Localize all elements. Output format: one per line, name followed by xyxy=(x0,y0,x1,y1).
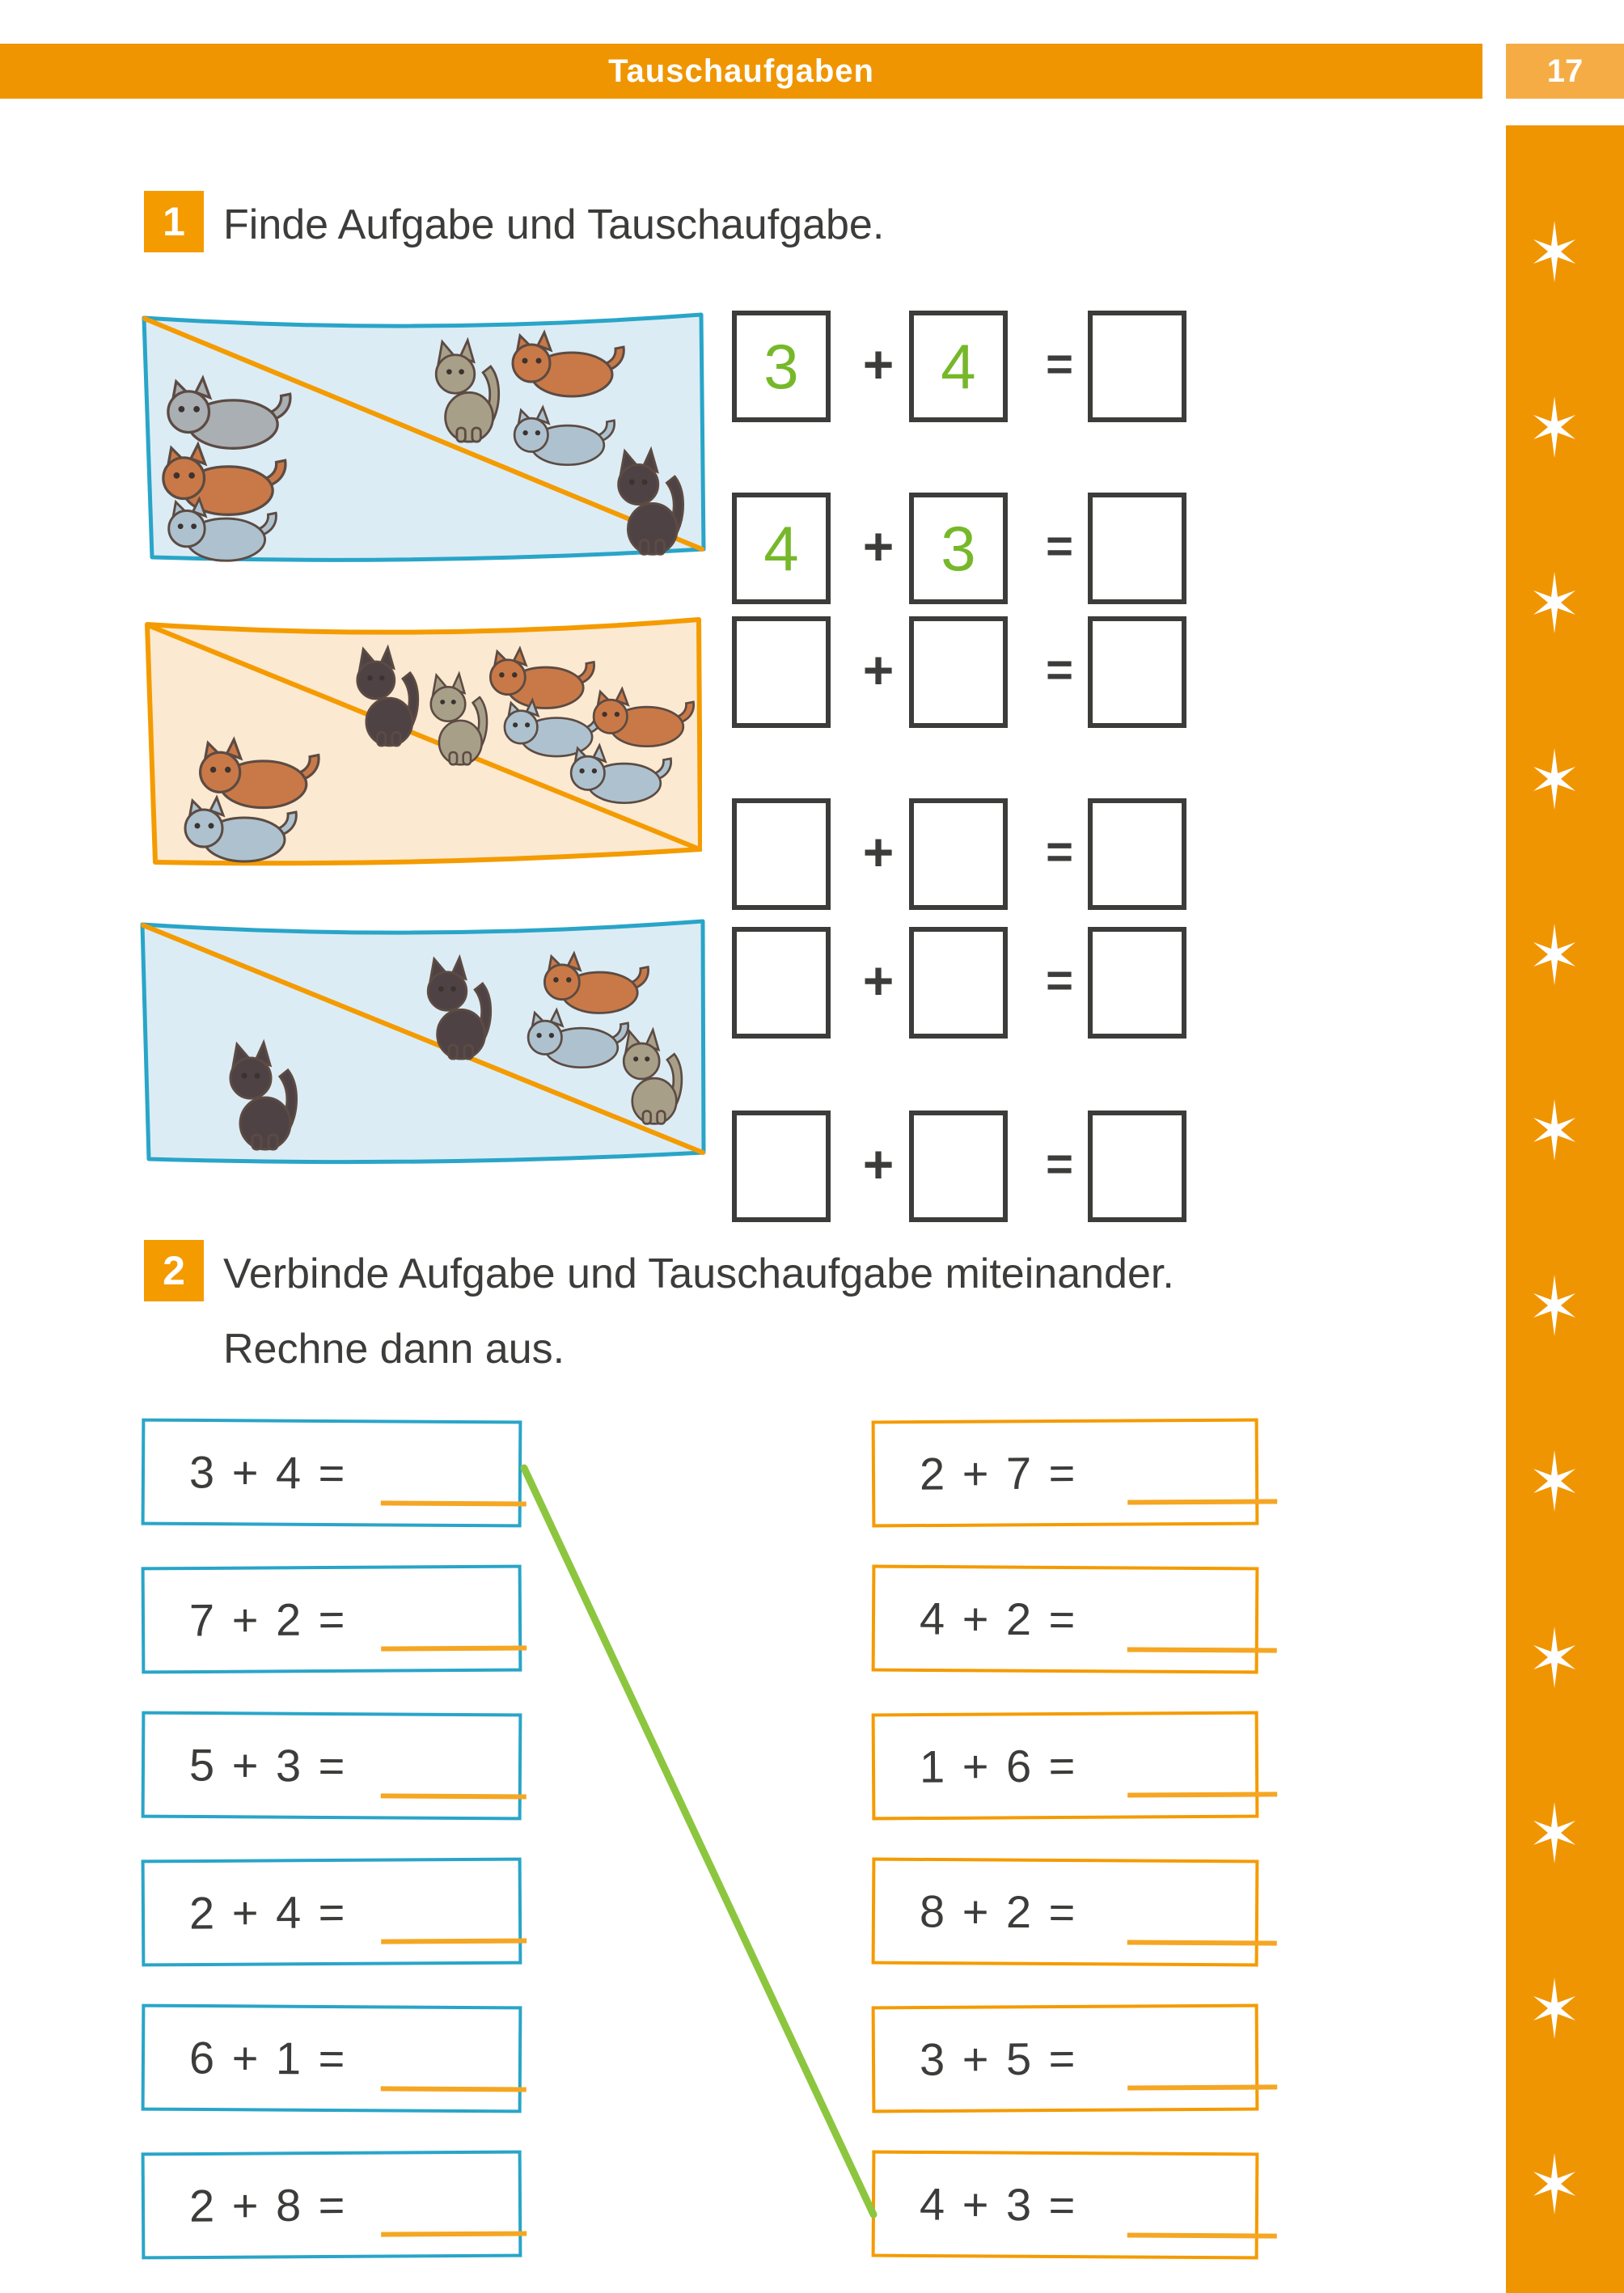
answer-blank[interactable] xyxy=(381,2232,527,2237)
card-expression: 2 + 4 = xyxy=(188,1886,348,1939)
equals-sign: = xyxy=(1046,825,1073,878)
page-title: Tauschaufgaben xyxy=(608,53,874,89)
addend-box-2[interactable] xyxy=(909,1111,1008,1222)
page-number: 17 xyxy=(1546,53,1584,89)
cat-picture-1 xyxy=(137,311,708,569)
equals-sign: = xyxy=(1046,643,1073,696)
exercise-2-number-badge xyxy=(144,1240,204,1301)
equation-card-left-6[interactable] xyxy=(142,2151,522,2260)
card-expression: 2 + 7 = xyxy=(919,1447,1078,1500)
plus-sign: + xyxy=(862,516,894,576)
cat-picture-2 xyxy=(144,615,702,872)
addend-2: 4 xyxy=(941,330,976,402)
card-expression: 1 + 6 = xyxy=(919,1740,1078,1792)
star-icon xyxy=(1532,221,1577,282)
answer-blank[interactable] xyxy=(1127,1647,1277,1652)
addend-box-2[interactable] xyxy=(909,493,1008,604)
equation-card-right-5[interactable] xyxy=(872,2004,1259,2113)
star-icon xyxy=(1532,1978,1577,2039)
addend-box-2[interactable] xyxy=(909,798,1008,910)
header-bar xyxy=(0,44,1482,99)
card-expression: 5 + 3 = xyxy=(188,1739,348,1792)
addend-box-1[interactable] xyxy=(732,311,831,422)
equals-sign: = xyxy=(1046,337,1073,391)
star-icon xyxy=(1532,2153,1577,2215)
addend-box-1[interactable] xyxy=(732,798,831,910)
exercise-1-instruction: Finde Aufgabe und Tauschaufgabe. xyxy=(223,201,885,248)
result-box[interactable] xyxy=(1088,927,1186,1039)
card-expression: 3 + 4 = xyxy=(188,1446,348,1499)
addend-1: 3 xyxy=(763,330,799,402)
answer-blank[interactable] xyxy=(1127,2084,1277,2090)
result-box[interactable] xyxy=(1088,616,1186,728)
equation-card-left-5[interactable] xyxy=(142,2004,522,2113)
card-expression: 4 + 3 = xyxy=(919,2178,1078,2231)
equation-card-right-3[interactable] xyxy=(872,1711,1259,1821)
equals-sign: = xyxy=(1046,954,1073,1007)
equation-row-3 xyxy=(732,616,1209,730)
exercise-1-number-badge xyxy=(144,191,204,252)
equation-card-right-6[interactable] xyxy=(872,2151,1259,2260)
plus-sign: + xyxy=(862,822,894,882)
star-icon xyxy=(1532,396,1577,458)
exercise-2-instruction-line-2: Rechne dann aus. xyxy=(223,1326,565,1373)
addend-box-1[interactable] xyxy=(732,1111,831,1222)
star-icon xyxy=(1532,1099,1577,1161)
exercise-number: 1 xyxy=(163,199,185,244)
equation-card-left-2[interactable] xyxy=(142,1565,522,1674)
star-icon xyxy=(1532,572,1577,633)
card-expression: 7 + 2 = xyxy=(188,1593,348,1646)
result-box[interactable] xyxy=(1088,1111,1186,1222)
result-box[interactable] xyxy=(1088,493,1186,604)
equation-row-2 xyxy=(732,493,1209,606)
equation-card-right-4[interactable] xyxy=(872,1858,1259,1967)
equation-row-1 xyxy=(732,311,1209,424)
star-icon xyxy=(1532,1275,1577,1336)
cat-picture-3 xyxy=(137,916,708,1172)
equation-row-4 xyxy=(732,798,1209,912)
addend-1: 4 xyxy=(763,512,799,584)
answer-blank[interactable] xyxy=(381,1646,527,1652)
equation-card-left-3[interactable] xyxy=(142,1711,522,1821)
addend-2: 3 xyxy=(941,512,976,584)
page-number-badge xyxy=(1506,44,1624,99)
star-icon xyxy=(1532,748,1577,810)
plus-sign: + xyxy=(862,334,894,394)
equation-row-5 xyxy=(732,927,1209,1040)
answer-blank[interactable] xyxy=(381,1939,527,1944)
answer-blank[interactable] xyxy=(1127,1792,1277,1797)
answer-blank[interactable] xyxy=(381,1793,527,1799)
result-box[interactable] xyxy=(1088,798,1186,910)
addend-box-1[interactable] xyxy=(732,493,831,604)
addend-box-1[interactable] xyxy=(732,927,831,1039)
plus-sign: + xyxy=(862,640,894,700)
equation-row-6 xyxy=(732,1111,1209,1224)
equation-card-left-1[interactable] xyxy=(142,1419,522,1528)
exercise-2-instruction-line-1: Verbinde Aufgabe und Tauschaufgabe miteinander. xyxy=(223,1250,1174,1297)
addend-box-1[interactable] xyxy=(732,616,831,728)
equation-card-left-4[interactable] xyxy=(142,1858,522,1967)
equation-card-right-2[interactable] xyxy=(872,1565,1259,1674)
answer-blank[interactable] xyxy=(1127,1940,1277,1945)
plus-sign: + xyxy=(862,950,894,1010)
card-expression: 4 + 2 = xyxy=(919,1593,1078,1645)
addend-box-2[interactable] xyxy=(909,311,1008,422)
addend-box-2[interactable] xyxy=(909,927,1008,1039)
result-box[interactable] xyxy=(1088,311,1186,422)
answer-blank[interactable] xyxy=(1127,1499,1277,1504)
addend-box-2[interactable] xyxy=(909,616,1008,728)
card-expression: 3 + 5 = xyxy=(919,2033,1078,2085)
exercise-number: 2 xyxy=(163,1248,185,1293)
card-expression: 6 + 1 = xyxy=(188,2032,348,2084)
plus-sign: + xyxy=(862,1134,894,1194)
card-expression: 2 + 8 = xyxy=(188,2179,348,2232)
equals-sign: = xyxy=(1046,519,1073,573)
answer-blank[interactable] xyxy=(381,2086,527,2092)
answer-blank[interactable] xyxy=(1127,2232,1277,2238)
star-icon xyxy=(1532,1450,1577,1512)
star-icon xyxy=(1532,1627,1577,1688)
star-icon xyxy=(1532,1802,1577,1864)
sidebar xyxy=(1506,125,1624,2293)
equation-card-right-1[interactable] xyxy=(872,1419,1259,1528)
answer-blank[interactable] xyxy=(381,1500,527,1506)
equals-sign: = xyxy=(1046,1137,1073,1191)
card-expression: 8 + 2 = xyxy=(919,1885,1078,1938)
star-icon xyxy=(1532,924,1577,985)
